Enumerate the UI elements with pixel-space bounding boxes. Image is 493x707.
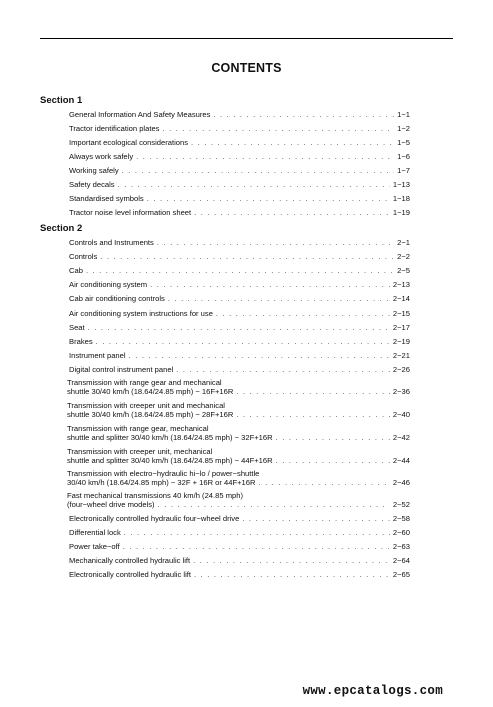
toc-entry-label: (four−wheel drive models) — [67, 500, 155, 509]
leader-dots — [118, 180, 390, 189]
leader-dots — [258, 478, 389, 487]
toc-entry-page: 2−42 — [392, 433, 410, 442]
toc-entry[interactable] — [69, 110, 410, 119]
toc-entry-label: shuttle 30/40 km/h (18.64/24.85 mph) − 28F+16R — [67, 410, 234, 419]
toc-entry[interactable] — [69, 570, 410, 579]
toc-entry[interactable] — [69, 542, 410, 551]
toc-entry[interactable] — [67, 478, 410, 487]
toc-entry-label: Cab — [69, 266, 83, 275]
leader-dots — [136, 152, 394, 161]
toc-entry-page: 2−2 — [397, 252, 410, 261]
toc-entry[interactable] — [69, 309, 410, 318]
toc-entry-label: Always work safely — [69, 152, 134, 161]
toc-entry-page: 2−5 — [397, 266, 410, 275]
toc-entry-page: 2−52 — [392, 500, 410, 509]
toc-entry-page: 2−46 — [392, 478, 410, 487]
toc-entry-line1: Transmission with range gear and mechanical — [67, 378, 222, 387]
leader-dots — [86, 266, 394, 275]
leader-dots — [236, 410, 390, 419]
toc-entry-page: 1−7 — [397, 166, 410, 175]
toc-entry[interactable] — [67, 456, 410, 465]
leader-dots — [122, 166, 394, 175]
toc-entry[interactable] — [69, 266, 410, 275]
leader-dots — [213, 110, 394, 119]
leader-dots — [123, 542, 390, 551]
toc-entry-page: 2−15 — [392, 309, 410, 318]
toc-entry-page: 2−44 — [392, 456, 410, 465]
toc-entry-page: 2−26 — [392, 365, 410, 374]
toc-entry-label: Electronically controlled hydraulic lift — [69, 570, 191, 579]
toc-entry-label: Safety decals — [69, 180, 115, 189]
toc-entry[interactable] — [69, 337, 410, 346]
leader-dots — [88, 323, 390, 332]
toc-entry-page: 1−1 — [397, 110, 410, 119]
toc-entry-label: Standardised symbols — [69, 194, 144, 203]
toc-entry-label: Controls — [69, 252, 98, 261]
toc-entry-line1: Transmission with creeper unit, mechanical — [67, 447, 213, 456]
leader-dots — [242, 514, 390, 523]
toc-entry[interactable] — [69, 208, 410, 217]
leader-dots — [158, 500, 390, 509]
toc-entry-label: shuttle 30/40 km/h (18.64/24.85 mph) − 16F+16R — [67, 387, 234, 396]
toc-entry-label: Brakes — [69, 337, 93, 346]
toc-entry[interactable] — [69, 252, 410, 261]
toc-entry-page: 2−14 — [392, 294, 410, 303]
toc-entry[interactable] — [69, 280, 410, 289]
toc-entry-label: Electronically controlled hydraulic four−wheel drive — [69, 514, 240, 523]
leader-dots — [147, 194, 390, 203]
leader-dots — [236, 387, 390, 396]
leader-dots — [162, 124, 394, 133]
header-rule — [40, 38, 453, 39]
leader-dots — [124, 528, 390, 537]
toc-entry[interactable] — [67, 387, 410, 396]
toc-entry-label: Power take−off — [69, 542, 120, 551]
toc-entry-page: 1−6 — [397, 152, 410, 161]
toc-entry-label: General Information And Safety Measures — [69, 110, 211, 119]
toc-entry-label: Important ecological considerations — [69, 138, 189, 147]
toc-entry[interactable] — [67, 433, 410, 442]
toc-entry-page: 1−18 — [392, 194, 410, 203]
toc-entry[interactable] — [69, 238, 410, 247]
toc-entry-page: 2−58 — [392, 514, 410, 523]
leader-dots — [157, 238, 394, 247]
toc-entry-line1: Transmission with electro−hydraulic hi−lo / power−shuttle — [67, 469, 260, 478]
leader-dots — [193, 556, 390, 565]
leader-dots — [194, 570, 390, 579]
toc-entry[interactable] — [69, 323, 410, 332]
toc-entry-label: Controls and Instruments — [69, 238, 154, 247]
toc-entry[interactable] — [69, 528, 410, 537]
toc-entry-label: Mechanically controlled hydraulic lift — [69, 556, 191, 565]
toc-entry[interactable] — [69, 152, 410, 161]
toc-entry-label: Differential lock — [69, 528, 121, 537]
toc-entry-label: 30/40 km/h (18.64/24.85 mph) − 32F + 16R or 44F+16R — [67, 478, 256, 487]
toc-entry-page: 2−1 — [397, 238, 410, 247]
leader-dots — [129, 351, 390, 360]
leader-dots — [96, 337, 390, 346]
toc-entry-line1: Fast mechanical transmissions 40 km/h (24.85 mph) — [67, 491, 243, 500]
toc-entry[interactable] — [69, 556, 410, 565]
toc-entry-label: Instrument panel — [69, 351, 126, 360]
toc-entry-page: 1−5 — [397, 138, 410, 147]
toc-entry[interactable] — [69, 166, 410, 175]
leader-dots — [276, 456, 390, 465]
toc-entry-label: shuttle and splitter 30/40 km/h (18.64/24.85 mph) − 32F+16R — [67, 433, 273, 442]
section-heading: Section 2 — [40, 223, 83, 234]
toc-entry-page: 1−2 — [397, 124, 410, 133]
toc-entry-label: Air conditioning system instructions for use — [69, 309, 213, 318]
toc-entry[interactable] — [69, 294, 410, 303]
leader-dots — [276, 433, 390, 442]
toc-entry[interactable] — [69, 365, 410, 374]
toc-entry-page: 2−63 — [392, 542, 410, 551]
toc-entry-label: Tractor identification plates — [69, 124, 160, 133]
toc-entry-page: 1−19 — [392, 208, 410, 217]
toc-entry-page: 2−40 — [392, 410, 410, 419]
toc-entry[interactable] — [67, 500, 410, 509]
page-title: CONTENTS — [211, 61, 282, 75]
leader-dots — [150, 280, 390, 289]
toc-entry-line1: Transmission with creeper unit and mechanical — [67, 401, 225, 410]
toc-entry-page: 2−65 — [392, 570, 410, 579]
toc-entry[interactable] — [69, 351, 410, 360]
leader-dots — [176, 365, 390, 374]
section-heading: Section 1 — [40, 95, 83, 106]
toc-entry[interactable] — [69, 194, 410, 203]
leader-dots — [100, 252, 394, 261]
toc-entry[interactable] — [69, 514, 410, 523]
toc-entry-page: 2−13 — [392, 280, 410, 289]
toc-entry-label: Tractor noise level information sheet — [69, 208, 192, 217]
toc-entry[interactable] — [69, 138, 410, 147]
toc-entry[interactable] — [69, 180, 410, 189]
toc-entry-label: Working safely — [69, 166, 119, 175]
website-watermark[interactable]: www.epcatalogs.com — [302, 684, 443, 698]
toc-entry-line1: Transmission with range gear, mechanical — [67, 424, 209, 433]
toc-entry[interactable] — [69, 124, 410, 133]
toc-entry-label: shuttle and splitter 30/40 km/h (18.64/24.85 mph) − 44F+16R — [67, 456, 273, 465]
toc-entry-page: 2−21 — [392, 351, 410, 360]
toc-entry-label: Seat — [69, 323, 85, 332]
toc-entry-page: 2−17 — [392, 323, 410, 332]
toc-entry-label: Digital control instrument panel — [69, 365, 174, 374]
toc-entry-page: 1−13 — [392, 180, 410, 189]
leader-dots — [216, 309, 390, 318]
toc-entry[interactable] — [67, 410, 410, 419]
toc-entry-page: 2−19 — [392, 337, 410, 346]
toc-entry-label: Air conditioning system — [69, 280, 148, 289]
toc-entry-page: 2−64 — [392, 556, 410, 565]
toc-entry-label: Cab air conditioning controls — [69, 294, 165, 303]
toc-entry-page: 2−36 — [392, 387, 410, 396]
leader-dots — [194, 208, 390, 217]
leader-dots — [168, 294, 390, 303]
toc-entry-page: 2−60 — [392, 528, 410, 537]
leader-dots — [191, 138, 394, 147]
